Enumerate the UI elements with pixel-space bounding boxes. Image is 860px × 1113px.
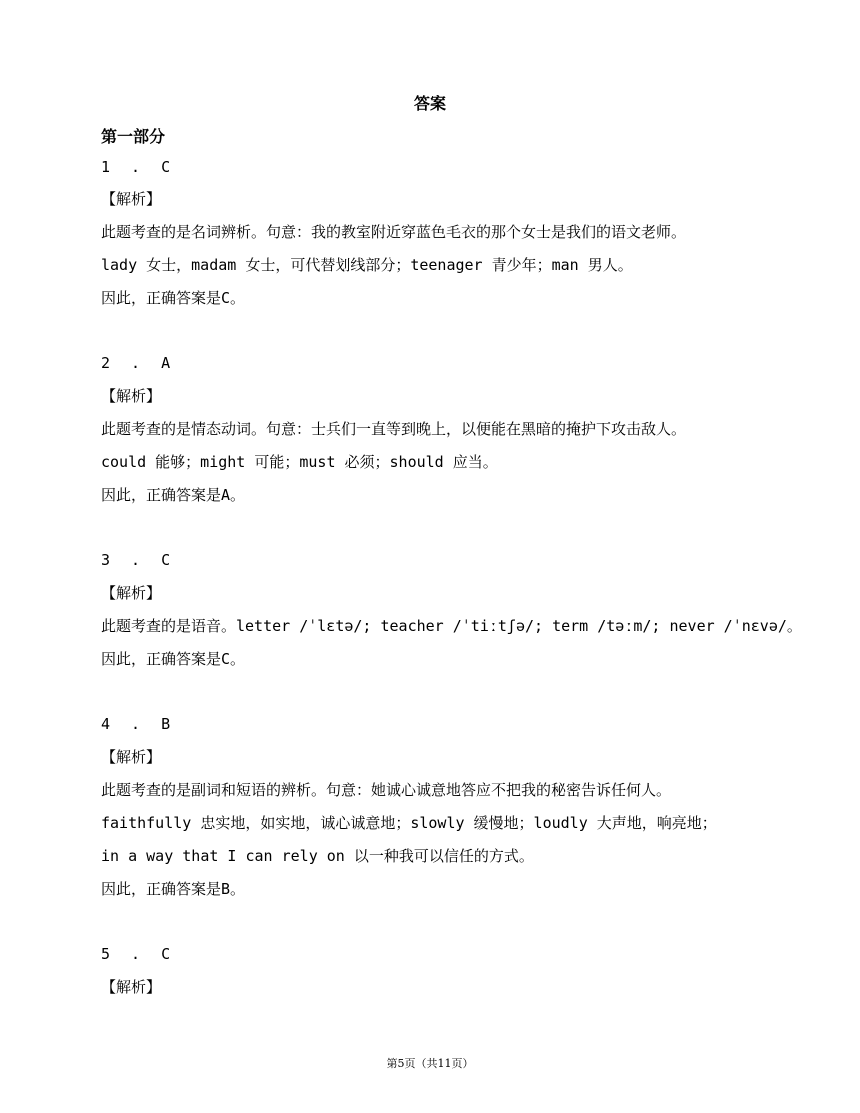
- question-3-line-2: 因此，正确答案是C。: [101, 650, 246, 668]
- question-4-line-3: in a way that I can rely on 以一种我可以信任的方式。: [101, 847, 534, 865]
- question-1-number: 1 . C: [101, 158, 177, 176]
- question-5-number: 5 . C: [101, 945, 177, 963]
- question-4-line-2: faithfully 忠实地，如实地，诚心诚意地；slowly 缓慢地；loudly 大声地，响亮地；: [101, 814, 717, 832]
- question-2-number: 2 . A: [101, 354, 177, 372]
- question-2-line-2: could 能够；might 可能；must 必须；should 应当。: [101, 453, 498, 471]
- question-5-analysis-label: 【解析】: [101, 978, 162, 996]
- question-4-number: 4 . B: [101, 715, 177, 733]
- question-1-line-1: 此题考查的是名词辨析。句意：我的教室附近穿蓝色毛衣的那个女士是我们的语文老师。: [101, 223, 687, 241]
- page-footer: 第5页（共11页）: [386, 1057, 474, 1070]
- question-2-line-3: 因此，正确答案是A。: [101, 486, 246, 504]
- question-1-analysis-label: 【解析】: [101, 190, 162, 208]
- question-1-line-3: 因此，正确答案是C。: [101, 289, 246, 307]
- question-4-line-1: 此题考查的是副词和短语的辨析。句意：她诚心诚意地答应不把我的秘密告诉任何人。: [101, 781, 672, 799]
- question-2-line-1: 此题考查的是情态动词。句意：士兵们一直等到晚上，以便能在黑暗的掩护下攻击敌人。: [101, 420, 687, 438]
- question-3-analysis-label: 【解析】: [101, 584, 162, 602]
- question-4-analysis-label: 【解析】: [101, 748, 162, 766]
- question-3-line-1: 此题考查的是语音。letter /ˈlɛtə/; teacher /ˈtiːtʃə/; term /təːm/; never /ˈnɛvə/。: [101, 617, 802, 635]
- question-4-line-4: 因此，正确答案是B。: [101, 880, 246, 898]
- question-1-line-2: lady 女士，madam 女士，可代替划线部分；teenager 青少年；man 男人。: [101, 256, 633, 274]
- page-title: 答案: [413, 94, 446, 113]
- question-2-analysis-label: 【解析】: [101, 387, 162, 405]
- section-heading: 第一部分: [101, 127, 166, 146]
- question-3-number: 3 . C: [101, 551, 177, 569]
